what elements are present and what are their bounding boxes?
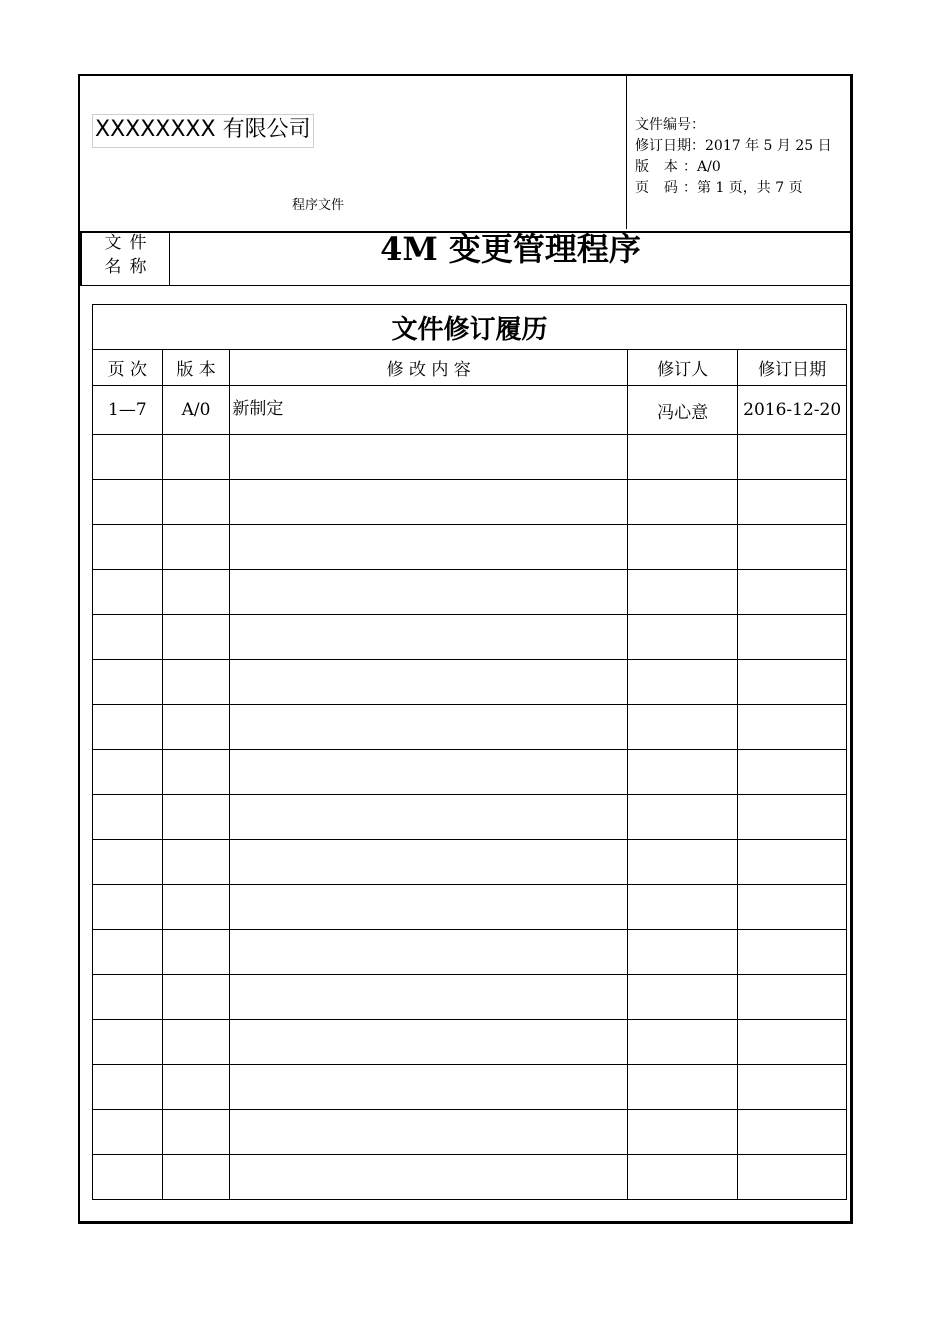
empty-cell: [230, 525, 628, 570]
empty-cell: [738, 525, 847, 570]
empty-cell: [93, 615, 163, 660]
empty-cell: [627, 660, 737, 705]
empty-cell: [93, 1110, 163, 1155]
empty-cell: [162, 1155, 230, 1200]
column-header-reviser: 修订人: [627, 350, 737, 386]
document-type: 程序文件: [292, 198, 345, 213]
table-row-empty: [93, 795, 847, 840]
row-content: 新制定: [232, 399, 284, 419]
table-row-empty: [93, 930, 847, 975]
doc-number-label: 文件编号：: [635, 117, 705, 133]
empty-cell: [93, 660, 163, 705]
empty-cell: [738, 840, 847, 885]
document-info-box: [626, 76, 857, 229]
empty-cell: [627, 705, 737, 750]
empty-cell: [93, 705, 163, 750]
doc-number-line: [635, 114, 705, 134]
empty-cell: [230, 930, 628, 975]
empty-cell: [627, 435, 737, 480]
document-name-label-line2: 名称: [104, 257, 155, 277]
empty-cell: [627, 1065, 737, 1110]
empty-cell: [738, 1155, 847, 1200]
table-row-empty: [93, 750, 847, 795]
document-name-label-line1: 文件: [104, 233, 155, 253]
table-row-empty: [93, 885, 847, 930]
empty-cell: [738, 615, 847, 660]
empty-cell: [230, 570, 628, 615]
empty-cell: [162, 750, 230, 795]
empty-cell: [230, 975, 628, 1020]
document-name-row: [80, 231, 851, 286]
table-row-empty: [93, 525, 847, 570]
empty-cell: [162, 975, 230, 1020]
empty-cell: [627, 750, 737, 795]
empty-cell: [738, 750, 847, 795]
empty-cell: [93, 885, 163, 930]
empty-cell: [627, 975, 737, 1020]
empty-cell: [93, 525, 163, 570]
empty-cell: [230, 1155, 628, 1200]
empty-cell: [93, 750, 163, 795]
empty-cell: [162, 615, 230, 660]
empty-cell: [230, 750, 628, 795]
empty-cell: [93, 975, 163, 1020]
table-row-empty: [93, 1155, 847, 1200]
empty-cell: [627, 795, 737, 840]
version-line: [635, 156, 721, 176]
empty-cell: [230, 615, 628, 660]
document-title: 4M 变更管理程序: [380, 230, 641, 268]
empty-cell: [162, 885, 230, 930]
table-row-empty: [93, 1110, 847, 1155]
empty-cell: [93, 1020, 163, 1065]
table-row-empty: [93, 570, 847, 615]
empty-cell: [738, 435, 847, 480]
revision-date-value: 2017 年 5 月 25 日: [705, 138, 832, 154]
revision-date-line: [635, 135, 832, 155]
empty-cell: [230, 660, 628, 705]
empty-cell: [738, 480, 847, 525]
empty-cell: [738, 1020, 847, 1065]
empty-cell: [162, 1065, 230, 1110]
empty-cell: [162, 795, 230, 840]
empty-cell: [93, 570, 163, 615]
empty-cell: [627, 570, 737, 615]
empty-cell: [230, 840, 628, 885]
table-header-row: [93, 350, 847, 386]
row-date: 2016-12-20: [738, 386, 847, 435]
empty-cell: [738, 1110, 847, 1155]
empty-cell: [627, 885, 737, 930]
empty-cell: [738, 570, 847, 615]
row-version: A/0: [162, 386, 230, 435]
empty-cell: [230, 885, 628, 930]
table-row-empty: [93, 480, 847, 525]
table-row: [93, 386, 847, 435]
empty-cell: [162, 1020, 230, 1065]
table-row-empty: [93, 705, 847, 750]
empty-cell: [162, 570, 230, 615]
empty-cell: [627, 1020, 737, 1065]
empty-cell: [93, 480, 163, 525]
empty-cell: [627, 615, 737, 660]
column-header-version: 版 本: [162, 350, 230, 386]
empty-cell: [162, 525, 230, 570]
empty-cell: [230, 435, 628, 480]
table-row-empty: [93, 660, 847, 705]
company-name: XXXXXXXX 有限公司: [92, 114, 314, 148]
empty-cell: [627, 1110, 737, 1155]
empty-cell: [93, 1155, 163, 1200]
empty-cell: [738, 1065, 847, 1110]
empty-cell: [162, 660, 230, 705]
table-row-empty: [93, 975, 847, 1020]
table-row-empty: [93, 840, 847, 885]
column-header-date: 修订日期: [738, 350, 847, 386]
empty-cell: [738, 930, 847, 975]
empty-cell: [93, 795, 163, 840]
empty-cell: [162, 435, 230, 480]
empty-cell: [738, 975, 847, 1020]
table-row-empty: [93, 1020, 847, 1065]
empty-cell: [627, 480, 737, 525]
empty-cell: [230, 480, 628, 525]
table-row-empty: [93, 1065, 847, 1110]
empty-cell: [93, 435, 163, 480]
row-reviser: 冯心意: [627, 386, 737, 435]
empty-cell: [627, 1155, 737, 1200]
table-row-empty: [93, 615, 847, 660]
empty-cell: [738, 795, 847, 840]
column-header-content: 修 改 内 容: [230, 350, 628, 386]
empty-cell: [230, 1065, 628, 1110]
document-frame: [78, 74, 853, 1224]
empty-cell: [162, 705, 230, 750]
revision-history-title: 文件修订履历: [93, 305, 847, 350]
empty-cell: [738, 660, 847, 705]
empty-cell: [230, 705, 628, 750]
empty-cell: [230, 1110, 628, 1155]
empty-cell: [738, 885, 847, 930]
page-value: 第 1 页，共 7 页: [697, 180, 803, 196]
empty-cell: [627, 840, 737, 885]
revision-history-table: [92, 304, 847, 1200]
empty-cell: [738, 705, 847, 750]
empty-cell: [627, 525, 737, 570]
empty-cell: [230, 1020, 628, 1065]
empty-cell: [230, 795, 628, 840]
empty-cell: [162, 840, 230, 885]
empty-cell: [627, 930, 737, 975]
revision-date-label: 修订日期：: [635, 138, 705, 154]
page-line: [635, 177, 803, 197]
empty-cell: [162, 1110, 230, 1155]
empty-cell: [93, 1065, 163, 1110]
table-row-empty: [93, 435, 847, 480]
row-pages: 1—7: [93, 386, 163, 435]
version-label: 版 本：: [635, 159, 697, 175]
empty-cell: [162, 480, 230, 525]
document-name-label: [80, 231, 170, 285]
page-label: 页 码：: [635, 180, 697, 196]
column-header-pages: 页 次: [93, 350, 163, 386]
empty-cell: [162, 930, 230, 975]
empty-cell: [93, 840, 163, 885]
document-header: [80, 76, 851, 233]
version-value: A/0: [697, 159, 721, 175]
row-content-cell: [230, 386, 628, 435]
empty-cell: [93, 930, 163, 975]
